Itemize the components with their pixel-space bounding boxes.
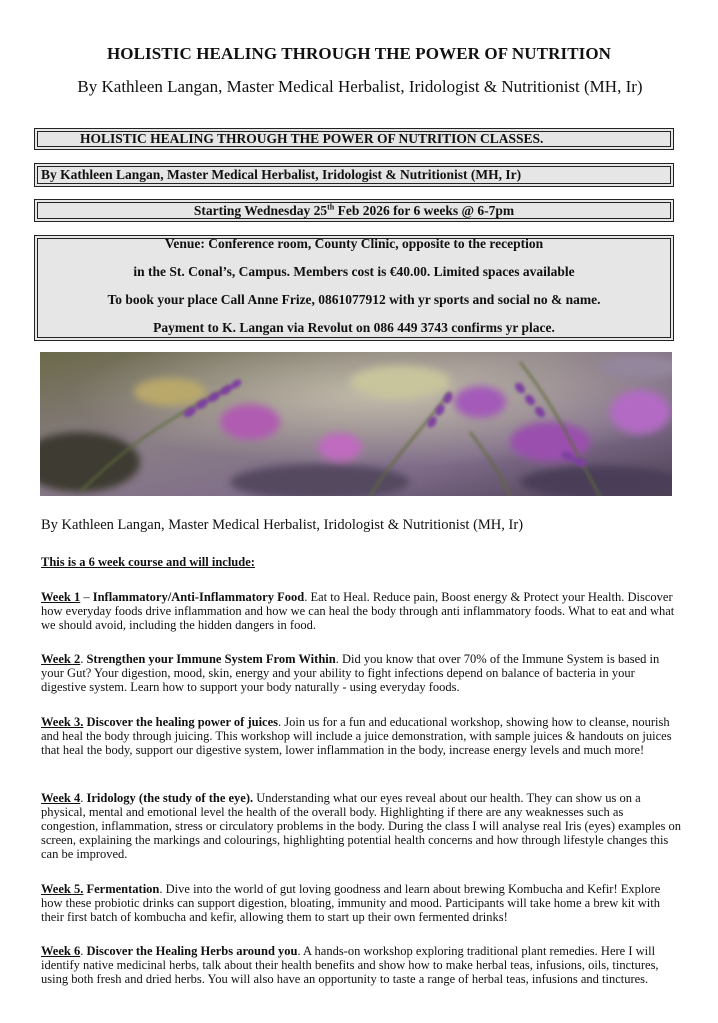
- week-label: Week 1: [41, 590, 81, 604]
- week-label: Week 4: [41, 791, 81, 805]
- week-sep: .: [80, 652, 87, 666]
- start-date-post: Feb 2026 for 6 weeks @ 6-7pm: [334, 203, 515, 218]
- week-item: [41, 882, 681, 924]
- page-title: HOLISTIC HEALING THROUGH THE POWER OF NUTRITION: [106, 44, 612, 63]
- lavender-field-picture: [40, 352, 672, 496]
- venue-box: [34, 235, 674, 341]
- week-item: [41, 590, 681, 632]
- week-body: Understanding what our eyes reveal about our health. They can show us on a physical, mental and emotional level the health of the overall body. Highlighting if there are any weaknesses such as congestion, inflammation, stress or circulatory problems in the body. During the class I will analyse real Iris (eyes) examples on screen, explaining the markings and colourings, highlighting potential health concerns and how through lifestyle changes this can be improved.: [41, 791, 681, 861]
- start-date-box: [34, 199, 674, 222]
- week-sep: .: [80, 791, 87, 805]
- week-body: . Dive into the world of gut loving goodness and learn about brewing Kombucha and Kefir! Explore how these probiotic drinks can support digestion, bloating, immunity and mood. Participants will take home a brew kit with their first batch of kombucha and kefir, allowing them to start up their own fermented drinks!: [41, 882, 661, 924]
- classes-title-box: HOLISTIC HEALING THROUGH THE POWER OF NUTRITION CLASSES.: [34, 128, 674, 150]
- author-byline-secondary: By Kathleen Langan, Master Medical Herbalist, Iridologist & Nutritionist (MH, Ir): [41, 517, 524, 533]
- week-item: [41, 715, 681, 757]
- week-body: . A hands-on workshop exploring traditional plant remedies. Here I will identify native medicinal herbs, talk about their health benefits and show how to make herbal teas, infusions, oils, tinctures, using both fresh and dried herbs. You will also have an opportunity to taste a range of herbal teas, infusions and tinctures.: [41, 944, 659, 986]
- week-body: . Join us for a fun and educational workshop, showing how to cleanse, nourish and heal the body through juicing. This workshop will include a juice demonstration, with sample juices & handouts on juices that heal the body, support our digestive system, lower inflammation in the body, increase energy levels and much more!: [41, 715, 672, 757]
- week-label: Week 2: [41, 652, 81, 666]
- week-title: Iridology (the study of the eye).: [86, 791, 254, 805]
- week-item: [41, 652, 681, 694]
- week-title: Inflammatory/Anti-Inflammatory Food: [92, 590, 305, 604]
- week-body: . Eat to Heal. Reduce pain, Boost energy & Protect your Health. Discover how everyday foods drive inflammation and how we can heal the body through anti inflammatory foods. What to eat and what we should avoid, including the hidden dangers in food.: [41, 590, 675, 632]
- start-date-sup: th: [327, 202, 335, 212]
- payment-line: Payment to K. Langan via Revolut on 086 449 3743 confirms yr place.: [153, 320, 555, 335]
- week-title: Discover the Healing Herbs around you: [86, 944, 298, 958]
- venue-line: in the St. Conal’s, Campus. Members cost is €40.00. Limited spaces available: [133, 264, 575, 279]
- week-label: Week 5.: [41, 882, 84, 896]
- week-item: [41, 944, 681, 986]
- start-date-pre: Starting Wednesday 25: [193, 203, 328, 218]
- week-label: Week 6: [41, 944, 81, 958]
- lavender-banner-image: [40, 352, 672, 496]
- venue-line: Venue: Conference room, County Clinic, opposite to the reception: [164, 236, 544, 251]
- week-item: [41, 791, 681, 861]
- week-body: . Did you know that over 70% of the Immune System is based in your Gut? Your digestion, mood, skin, energy and your ability to fight infections depend on balance of bacteria in your digestive system. Learn how to support your body naturally - using everyday foods.: [41, 652, 660, 694]
- byline-box: By Kathleen Langan, Master Medical Herbalist, Iridologist & Nutritionist (MH, Ir): [34, 163, 674, 187]
- week-label: Week 3.: [41, 715, 84, 729]
- author-byline: By Kathleen Langan, Master Medical Herbalist, Iridologist & Nutritionist (MH, Ir): [77, 77, 643, 96]
- course-intro: This is a 6 week course and will include:: [41, 555, 255, 569]
- week-sep: .: [80, 944, 87, 958]
- week-title: Discover the healing power of juices: [86, 715, 279, 729]
- week-sep: –: [80, 590, 93, 604]
- booking-line: To book your place Call Anne Frize, 0861077912 with yr sports and social no & name.: [107, 292, 601, 307]
- week-title: Fermentation: [86, 882, 160, 896]
- week-title: Strengthen your Immune System From Within: [86, 652, 336, 666]
